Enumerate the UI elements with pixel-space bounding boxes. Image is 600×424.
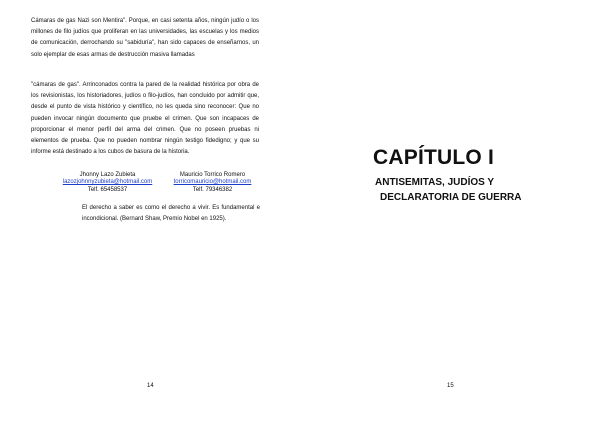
contact-block	[50, 172, 165, 194]
page-number: 15	[447, 383, 454, 389]
chapter-subtitle-line: DECLARATORIA DE GUERRA	[380, 192, 522, 203]
contact-phone: Telf. 79346382	[192, 186, 233, 193]
page-number: 14	[147, 383, 154, 389]
body-paragraph: Cámaras de gas Nazi son Mentira". Porque, en casi setenta años, ningún judío o los millones de filo judíos que proliferan en las universidades, las escuelas y los medios de comunicación, derrochando su "sabiduría", han sido capaces de enseñarnos, un solo ejemplar de esas armas de destrucción masiva llamadas	[31, 18, 259, 58]
contact-name: Jhonny Lazo Zubieta	[79, 172, 136, 178]
contact-name: Mauricio Torrico Romero	[179, 172, 246, 178]
quote: El derecho a saber es como el derecho a vivir. Es fundamental e incondicional. (Bernard Shaw, Premio Nobel en 1925).	[82, 205, 260, 222]
contact-email-link[interactable]: lazozjohnnyzubieta@hotmail.com	[62, 179, 153, 186]
contact-block	[155, 172, 270, 194]
chapter-subtitle-line: ANTISEMITAS, JUDÍOS Y	[375, 177, 495, 188]
right-page	[300, 0, 600, 424]
body-paragraph: "cámaras de gas". Arrinconados contra la pared de la realidad histórica por obra de los revisionistas, los historiadores, judíos o filo-judíos, han concluido por admitir que, desde el punto de vista histórico y científico, no les queda sino reconocer: Que no pueden invocar ningún documento que pruebe el crimen. Que son incapaces de proporcionar el menor perfil del arma del crimen. Que no poseen pruebas ni elementos de prueba. Que no pueden nombrar ningún testigo fidedigno; y que su informe está destinado a los cubos de basura de la historia.	[31, 82, 259, 156]
contact-phone: Telf. 65458537	[87, 186, 128, 193]
chapter-subtitle	[375, 175, 595, 205]
chapter-title: CAPÍTULO I	[373, 146, 494, 169]
contact-email-link[interactable]: torricomauricio@hotmail.com	[173, 179, 252, 186]
